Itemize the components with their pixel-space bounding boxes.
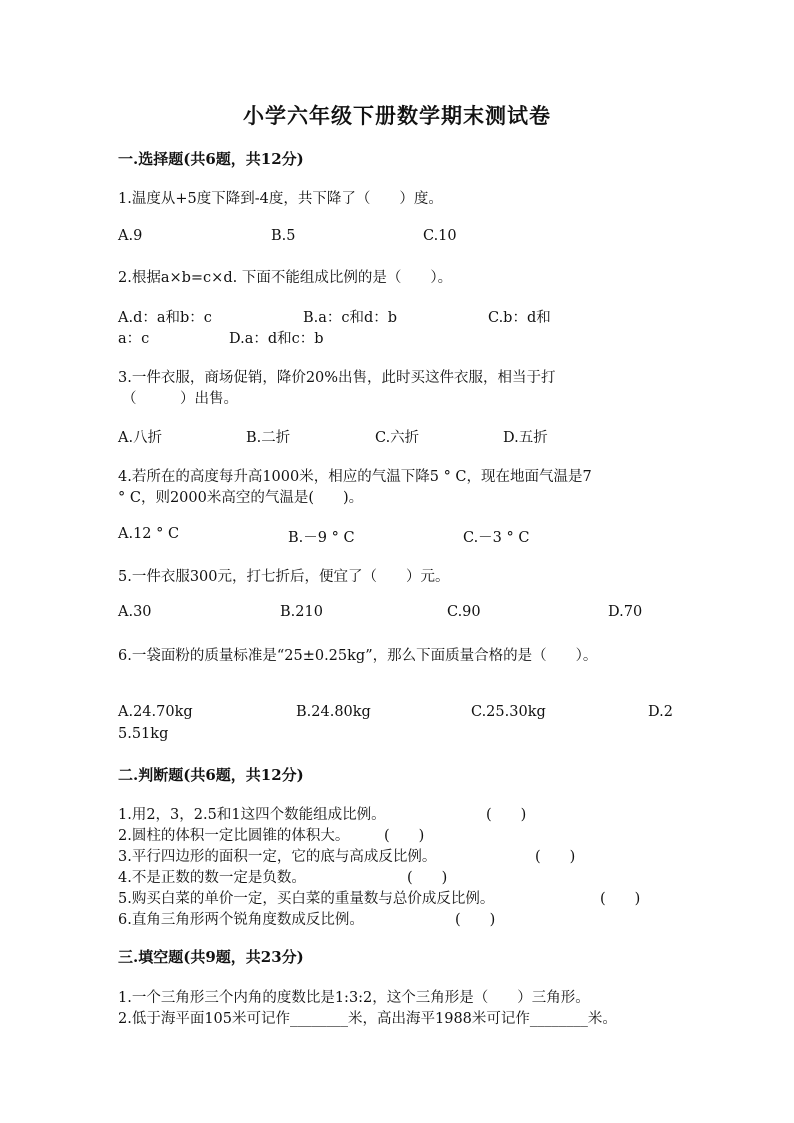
section-heading-judgement: 二.判断题(共6题，共12分)	[118, 766, 304, 784]
answer-bracket: ( )	[535, 849, 576, 865]
option: C.－3 ° C	[463, 530, 530, 546]
option: B.a：c和d：b	[303, 310, 398, 326]
option: C.六折	[375, 430, 420, 446]
option: A.d：a和b：c	[118, 310, 212, 326]
question-text: 1.温度从+5度下降到-4度，共下降了（ ）度。	[118, 191, 443, 207]
question-text: 2.低于海平面105米可记作________米，高出海平1988米可记作________米。	[118, 1011, 617, 1027]
option: A.八折	[118, 430, 163, 446]
option: B.24.80kg	[296, 704, 371, 720]
option: a：c	[118, 331, 150, 347]
option: B.5	[271, 228, 296, 244]
option: A.24.70kg	[118, 704, 193, 720]
option: C.90	[447, 604, 481, 620]
answer-bracket: ( )	[384, 828, 425, 844]
statement-text: 1.用2，3，2.5和1这四个数能组成比例。	[118, 807, 386, 823]
option: C.b：d和	[488, 310, 551, 326]
option: 5.51kg	[118, 726, 169, 742]
option: A.12 ° C	[118, 526, 180, 542]
section-heading-fill-blank: 三.填空题(共9题，共23分)	[118, 948, 304, 966]
section-heading-choice: 一.选择题(共6题，共12分)	[118, 150, 304, 168]
question-text: ° C，则2000米高空的气温是( )。	[118, 490, 364, 506]
answer-bracket: ( )	[455, 912, 496, 928]
option: A.9	[118, 228, 143, 244]
answer-bracket: ( )	[407, 870, 448, 886]
question-text: 1.一个三角形三个内角的度数比是1:3:2，这个三角形是（ ）三角形。	[118, 990, 590, 1006]
option: D.70	[608, 604, 643, 620]
statement-text: 5.购买白菜的单价一定，买白菜的重量数与总价成反比例。	[118, 891, 495, 907]
option: D.五折	[503, 430, 548, 446]
question-text: 5.一件衣服300元，打七折后，便宜了（ ）元。	[118, 569, 450, 585]
option: B.210	[280, 604, 323, 620]
question-text: （ ）出售。	[122, 391, 238, 407]
option: B.二折	[246, 430, 291, 446]
statement-text: 4.不是正数的数一定是负数。	[118, 870, 306, 886]
question-text: 4.若所在的高度每升高1000米，相应的气温下降5 ° C，现在地面气温是7	[118, 469, 592, 485]
option: C.25.30kg	[471, 704, 546, 720]
statement-text: 3.平行四边形的面积一定，它的底与高成反比例。	[118, 849, 437, 865]
page-title: 小学六年级下册数学期末测试卷	[243, 103, 551, 128]
option: A.30	[118, 604, 152, 620]
option: C.10	[423, 228, 457, 244]
statement-text: 2.圆柱的体积一定比圆锥的体积大。	[118, 828, 350, 844]
question-text: 2.根据a×b=c×d. 下面不能组成比例的是（ ）。	[118, 270, 453, 286]
answer-bracket: ( )	[486, 807, 527, 823]
statement-text: 6.直角三角形两个锐角度数成反比例。	[118, 912, 364, 928]
answer-bracket: ( )	[600, 891, 641, 907]
option: B.－9 ° C	[288, 530, 355, 546]
option: D.2	[648, 704, 673, 720]
question-text: 6.一袋面粉的质量标准是“25±0.25kg”，那么下面质量合格的是（ ）。	[118, 648, 598, 664]
question-text: 3.一件衣服，商场促销，降价20%出售，此时买这件衣服，相当于打	[118, 370, 556, 386]
option: D.a：d和c：b	[229, 331, 324, 347]
